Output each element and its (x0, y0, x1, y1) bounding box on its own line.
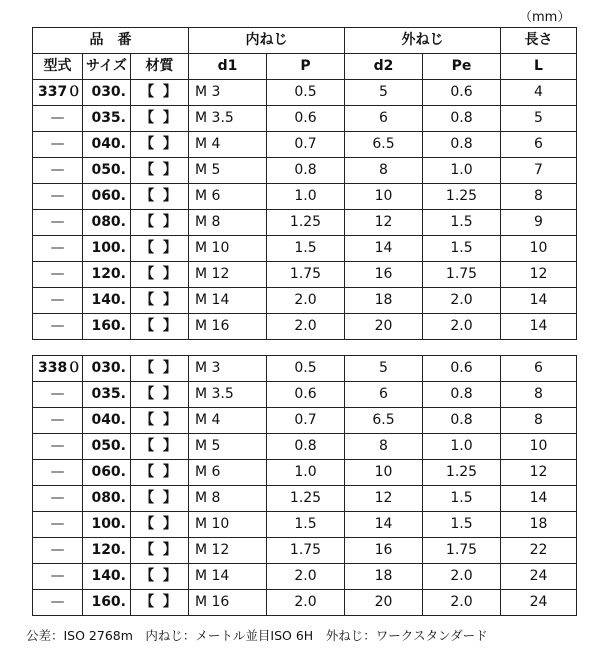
header-outer-thread: 外ねじ (345, 28, 501, 54)
size-cell: 060. (83, 184, 131, 210)
material-cell: 【 】 (131, 382, 189, 408)
model-cell: — (33, 460, 83, 486)
header-product: 品 番 (33, 28, 189, 54)
size-cell: 035. (83, 106, 131, 132)
length-cell: 8 (501, 184, 577, 210)
pe-cell: 2.0 (423, 564, 501, 590)
d1-cell: M 3.5 (189, 382, 267, 408)
pe-cell: 1.0 (423, 158, 501, 184)
header-size: サイズ (83, 54, 131, 80)
p-cell: 0.8 (267, 434, 345, 460)
p-cell: 1.5 (267, 236, 345, 262)
p-cell: 0.7 (267, 408, 345, 434)
d2-cell: 6 (345, 106, 423, 132)
d1-cell: M 3 (189, 80, 267, 106)
d1-cell: M 10 (189, 512, 267, 538)
d1-cell: M 16 (189, 314, 267, 340)
size-cell: 040. (83, 408, 131, 434)
size-cell: 030. (83, 80, 131, 106)
table-row (33, 158, 577, 184)
header-l: L (501, 54, 577, 80)
length-cell: 9 (501, 210, 577, 236)
pe-cell: 0.8 (423, 408, 501, 434)
d2-cell: 12 (345, 210, 423, 236)
material-cell: 【 】 (131, 434, 189, 460)
length-cell: 10 (501, 236, 577, 262)
table-row (33, 564, 577, 590)
d1-cell: M 10 (189, 236, 267, 262)
length-cell: 14 (501, 486, 577, 512)
p-cell: 0.6 (267, 106, 345, 132)
tolerance-footnote: 公差：ISO 2768m 内ねじ：メートル並目ISO 6H 外ねじ：ワークスタンダード (26, 628, 488, 643)
table-row (33, 382, 577, 408)
material-cell: 【 】 (131, 356, 189, 382)
length-cell: 6 (501, 132, 577, 158)
p-cell: 0.8 (267, 158, 345, 184)
size-cell: 040. (83, 132, 131, 158)
table-row (33, 512, 577, 538)
length-cell: 10 (501, 434, 577, 460)
d1-cell: M 3 (189, 356, 267, 382)
pe-cell: 1.5 (423, 236, 501, 262)
model-cell: 337０ (33, 80, 83, 106)
header-d2: d2 (345, 54, 423, 80)
pe-cell: 1.75 (423, 538, 501, 564)
d2-cell: 6.5 (345, 132, 423, 158)
model-cell: — (33, 434, 83, 460)
p-cell: 2.0 (267, 288, 345, 314)
d2-cell: 16 (345, 262, 423, 288)
model-cell: — (33, 538, 83, 564)
d2-cell: 20 (345, 590, 423, 616)
d2-cell: 18 (345, 564, 423, 590)
d1-cell: M 6 (189, 460, 267, 486)
size-cell: 160. (83, 590, 131, 616)
pe-cell: 0.8 (423, 132, 501, 158)
table-row (33, 132, 577, 158)
table-row (33, 210, 577, 236)
length-cell: 5 (501, 106, 577, 132)
size-cell: 120. (83, 262, 131, 288)
table-row (33, 486, 577, 512)
d1-cell: M 6 (189, 184, 267, 210)
d1-cell: M 8 (189, 486, 267, 512)
length-cell: 14 (501, 314, 577, 340)
p-cell: 0.6 (267, 382, 345, 408)
pe-cell: 1.0 (423, 434, 501, 460)
d1-cell: M 12 (189, 262, 267, 288)
d2-cell: 12 (345, 486, 423, 512)
d1-cell: M 5 (189, 434, 267, 460)
model-cell: — (33, 314, 83, 340)
length-cell: 24 (501, 590, 577, 616)
material-cell: 【 】 (131, 80, 189, 106)
size-cell: 050. (83, 158, 131, 184)
table-row (33, 184, 577, 210)
d2-cell: 6 (345, 382, 423, 408)
pe-cell: 1.75 (423, 262, 501, 288)
d2-cell: 5 (345, 356, 423, 382)
table-row (33, 80, 577, 106)
d2-cell: 10 (345, 184, 423, 210)
spec-table-3370 (32, 27, 577, 340)
size-cell: 060. (83, 460, 131, 486)
size-cell: 140. (83, 564, 131, 590)
header-p: P (267, 54, 345, 80)
table-row (33, 106, 577, 132)
p-cell: 1.0 (267, 184, 345, 210)
p-cell: 0.5 (267, 356, 345, 382)
model-cell: — (33, 382, 83, 408)
pe-cell: 2.0 (423, 288, 501, 314)
size-cell: 080. (83, 210, 131, 236)
material-cell: 【 】 (131, 288, 189, 314)
table-row (33, 408, 577, 434)
p-cell: 2.0 (267, 590, 345, 616)
size-cell: 035. (83, 382, 131, 408)
material-cell: 【 】 (131, 408, 189, 434)
pe-cell: 0.6 (423, 80, 501, 106)
pe-cell: 1.5 (423, 486, 501, 512)
pe-cell: 1.25 (423, 184, 501, 210)
d2-cell: 14 (345, 512, 423, 538)
header-inner-thread: 内ねじ (189, 28, 345, 54)
unit-label: （mm） (519, 10, 571, 25)
d2-cell: 14 (345, 236, 423, 262)
model-cell: — (33, 408, 83, 434)
pe-cell: 2.0 (423, 314, 501, 340)
d1-cell: M 14 (189, 564, 267, 590)
size-cell: 160. (83, 314, 131, 340)
p-cell: 1.0 (267, 460, 345, 486)
length-cell: 22 (501, 538, 577, 564)
length-cell: 12 (501, 262, 577, 288)
size-cell: 080. (83, 486, 131, 512)
material-cell: 【 】 (131, 184, 189, 210)
p-cell: 0.5 (267, 80, 345, 106)
table-row (33, 314, 577, 340)
p-cell: 0.7 (267, 132, 345, 158)
material-cell: 【 】 (131, 132, 189, 158)
p-cell: 2.0 (267, 314, 345, 340)
header-pe: Pe (423, 54, 501, 80)
d1-cell: M 4 (189, 132, 267, 158)
model-cell: — (33, 288, 83, 314)
p-cell: 1.25 (267, 210, 345, 236)
d2-cell: 8 (345, 434, 423, 460)
model-cell: — (33, 512, 83, 538)
d1-cell: M 14 (189, 288, 267, 314)
model-cell: — (33, 210, 83, 236)
d2-cell: 5 (345, 80, 423, 106)
model-cell: — (33, 590, 83, 616)
p-cell: 1.25 (267, 486, 345, 512)
material-cell: 【 】 (131, 106, 189, 132)
d2-cell: 10 (345, 460, 423, 486)
model-cell: — (33, 106, 83, 132)
length-cell: 24 (501, 564, 577, 590)
model-cell: — (33, 486, 83, 512)
material-cell: 【 】 (131, 314, 189, 340)
material-cell: 【 】 (131, 512, 189, 538)
table-row (33, 288, 577, 314)
length-cell: 4 (501, 80, 577, 106)
d2-cell: 16 (345, 538, 423, 564)
material-cell: 【 】 (131, 262, 189, 288)
material-cell: 【 】 (131, 590, 189, 616)
d2-cell: 20 (345, 314, 423, 340)
model-cell: — (33, 132, 83, 158)
pe-cell: 1.5 (423, 210, 501, 236)
length-cell: 14 (501, 288, 577, 314)
model-cell: 338０ (33, 356, 83, 382)
model-cell: — (33, 236, 83, 262)
size-cell: 100. (83, 236, 131, 262)
table-row (33, 356, 577, 382)
p-cell: 1.75 (267, 262, 345, 288)
p-cell: 1.75 (267, 538, 345, 564)
d1-cell: M 5 (189, 158, 267, 184)
p-cell: 1.5 (267, 512, 345, 538)
length-cell: 8 (501, 408, 577, 434)
spec-table-3380 (32, 355, 577, 616)
material-cell: 【 】 (131, 210, 189, 236)
length-cell: 12 (501, 460, 577, 486)
pe-cell: 2.0 (423, 590, 501, 616)
d2-cell: 18 (345, 288, 423, 314)
pe-cell: 0.6 (423, 356, 501, 382)
header-length: 長さ (501, 28, 577, 54)
size-cell: 140. (83, 288, 131, 314)
header-model: 型式 (33, 54, 83, 80)
length-cell: 7 (501, 158, 577, 184)
pe-cell: 0.8 (423, 106, 501, 132)
material-cell: 【 】 (131, 158, 189, 184)
table-row (33, 538, 577, 564)
table-row (33, 460, 577, 486)
size-cell: 120. (83, 538, 131, 564)
size-cell: 050. (83, 434, 131, 460)
model-cell: — (33, 158, 83, 184)
length-cell: 8 (501, 382, 577, 408)
d1-cell: M 4 (189, 408, 267, 434)
model-cell: — (33, 262, 83, 288)
header-d1: d1 (189, 54, 267, 80)
d1-cell: M 8 (189, 210, 267, 236)
material-cell: 【 】 (131, 564, 189, 590)
material-cell: 【 】 (131, 460, 189, 486)
size-cell: 030. (83, 356, 131, 382)
model-cell: — (33, 184, 83, 210)
d1-cell: M 3.5 (189, 106, 267, 132)
table-row (33, 590, 577, 616)
length-cell: 18 (501, 512, 577, 538)
length-cell: 6 (501, 356, 577, 382)
pe-cell: 1.5 (423, 512, 501, 538)
pe-cell: 1.25 (423, 460, 501, 486)
material-cell: 【 】 (131, 538, 189, 564)
table-row (33, 434, 577, 460)
table-row (33, 262, 577, 288)
table-row (33, 236, 577, 262)
d1-cell: M 12 (189, 538, 267, 564)
header-material: 材質 (131, 54, 189, 80)
size-cell: 100. (83, 512, 131, 538)
model-cell: — (33, 564, 83, 590)
d2-cell: 6.5 (345, 408, 423, 434)
d2-cell: 8 (345, 158, 423, 184)
material-cell: 【 】 (131, 236, 189, 262)
p-cell: 2.0 (267, 564, 345, 590)
d1-cell: M 16 (189, 590, 267, 616)
material-cell: 【 】 (131, 486, 189, 512)
pe-cell: 0.8 (423, 382, 501, 408)
